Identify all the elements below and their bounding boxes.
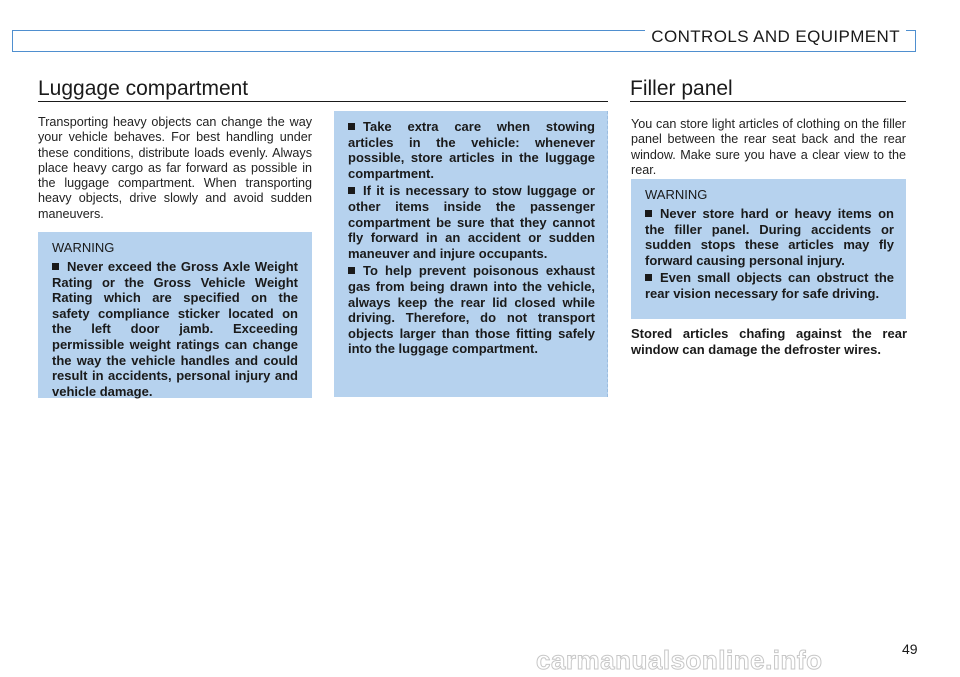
warning-item (52, 259, 298, 399)
filler-warning-box (631, 179, 906, 319)
warning-label: WARNING (645, 187, 708, 202)
svg-text:carmanualsonline.info: carmanualsonline.info (536, 648, 823, 674)
bullet-icon (645, 210, 652, 217)
warning-item-text: If it is necessary to stow luggage or other items inside the passenger compartment be sure that they cannot fly forward in an accident or sudden maneuver and injure occupants. (348, 183, 595, 261)
page-number: 49 (902, 641, 918, 657)
bullet-icon (645, 274, 652, 281)
luggage-warning-continued-box (334, 111, 608, 397)
warning-item-text: To help prevent poisonous exhaust gas from being drawn into the vehicle, always keep the rear lid closed while driving. Therefore, do not transport objects larger than those fitting safely into the luggage compartment. (348, 263, 595, 357)
bullet-icon (348, 267, 355, 274)
warning-item-text: Never exceed the Gross Axle Weight Rating or the Gross Vehicle Weight Rating which are specified on the safety compliance sticker located on the left door jamb. Exceeding permissible weight ratings can change the way the vehicle handles and could result in accidents, personal injury and vehicle damage. (52, 259, 298, 399)
luggage-warning-box (38, 232, 312, 398)
warning-item (645, 206, 894, 268)
bullet-icon (348, 123, 355, 130)
filler-section-title: Filler panel (630, 77, 733, 100)
bullet-icon (52, 263, 59, 270)
warning-item (348, 183, 595, 261)
warning-item-text: Even small objects can obstruct the rear vision necessary for safe driving. (645, 270, 894, 301)
chapter-title: CONTROLS AND EQUIPMENT (645, 27, 906, 47)
filler-title-rule (630, 101, 906, 102)
warning-label: WARNING (52, 240, 115, 255)
warning-item (645, 270, 894, 301)
warning-item-text: Take extra care when stowing articles in the vehicle: whenever possible, store articles in the luggage compartment. (348, 119, 595, 181)
warning-item-text: Never store hard or heavy items on the filler panel. During accidents or sudden stops these articles may fly forward causing personal injury. (645, 206, 894, 268)
warning-item (348, 119, 595, 181)
luggage-title-rule (38, 101, 608, 102)
filler-intro-text: You can store light articles of clothing on the filler panel between the rear seat back and the rear window. Make sure you have a clear view to the rear. (631, 117, 906, 177)
warning-item (348, 263, 595, 357)
filler-note-text: Stored articles chafing against the rear window can damage the defroster wires. (631, 326, 907, 357)
luggage-intro-text: Transporting heavy objects can change the way your vehicle behaves. For best handling under these conditions, distribute loads evenly. Always place heavy cargo as far forward as possible in the luggage compartment. When transporting heavy objects, drive slowly and avoid sudden maneuvers. (38, 115, 312, 221)
watermark-logo (536, 648, 946, 674)
bullet-icon (348, 187, 355, 194)
luggage-section-title: Luggage compartment (38, 77, 249, 100)
